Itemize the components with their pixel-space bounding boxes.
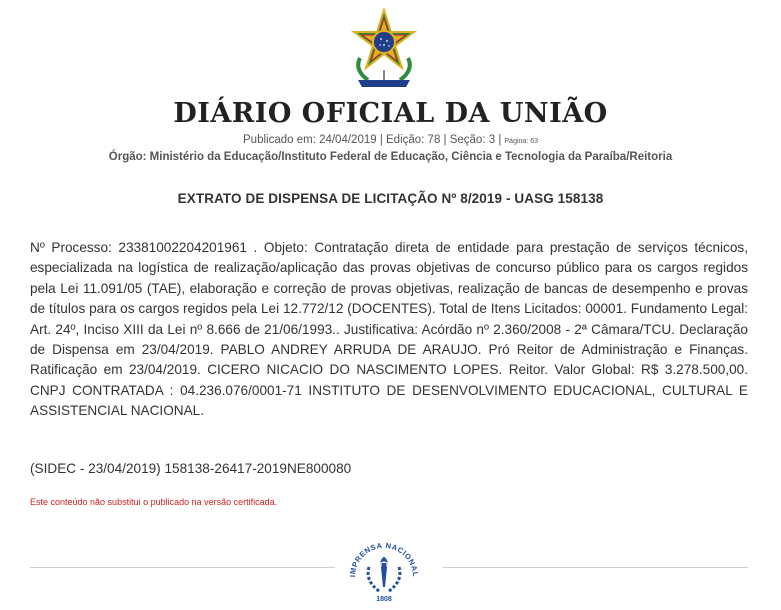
brazil-coat-of-arms-icon — [350, 8, 418, 90]
issuing-organ: Órgão: Ministério da Educação/Instituto Federal de Educação, Ciência e Tecnologia da Paraíba/Reitoria — [108, 151, 673, 163]
imprensa-nacional-seal-icon — [343, 533, 425, 605]
act-title: EXTRATO DE DISPENSA DE LICITAÇÃO Nº 8/2019 - UASG 158138 — [177, 191, 604, 206]
act-body: Nº Processo: 23381002204201961 . Objeto: Contratação direta de entidade para prestação de serviços técnicos, especializada na logística de realização/aplicação das provas objetivas de concurso público para os cargos regidos pela Lei 11.091/05 (TAE), elaboração e correção de provas objetivas, realização de bancas de desempenho e provas de títulos para os cargos regidos pela Lei 12.772/12 (DOCENTES). Total de Itens Licitados: 00001. Fundamento Legal: Art. 24º, Inciso XIII da Lei nº 8.666 de 21/06/1993.. Justificativa: Acórdão nº 2.360/2008 - 2ª Câmara/TCU. Declaração de Dispensa em 23/04/2019. PABLO ANDREY ARRUDA DE ARAUJO. Pró Reitor de Administração e Finanças. Ratificação em 23/04/2019. CICERO NICACIO DO NASCIMENTO LOPES. Reitor. Valor Global: R$ 3.278.500,00. CNPJ CONTRATADA : 04.236.076/0001-71 INSTITUTO DE DESENVOLVIMENTO EDUCACIONAL, CULTURAL E ASSISTENCIAL NACIONAL. — [30, 240, 748, 419]
footer-divider-left — [30, 567, 335, 568]
sidec-reference: (SIDEC - 23/04/2019) 158138-26417-2019NE800080 — [30, 461, 352, 476]
seal-year: 1808 — [376, 596, 392, 603]
publication-details: Publicado em: 24/04/2019 | Edição: 78 | Seção: 3 | — [243, 134, 502, 146]
page-title: DIÁRIO OFICIAL DA UNIÃO — [173, 98, 608, 129]
footer-divider-right — [443, 567, 748, 568]
publication-info — [0, 134, 781, 146]
page-number: Página: 63 — [504, 138, 538, 145]
certification-disclaimer: Este conteúdo não substitui o publicado na versão certificada. — [30, 497, 278, 507]
seal-text: IMPRENSA NACIONAL — [347, 540, 421, 578]
